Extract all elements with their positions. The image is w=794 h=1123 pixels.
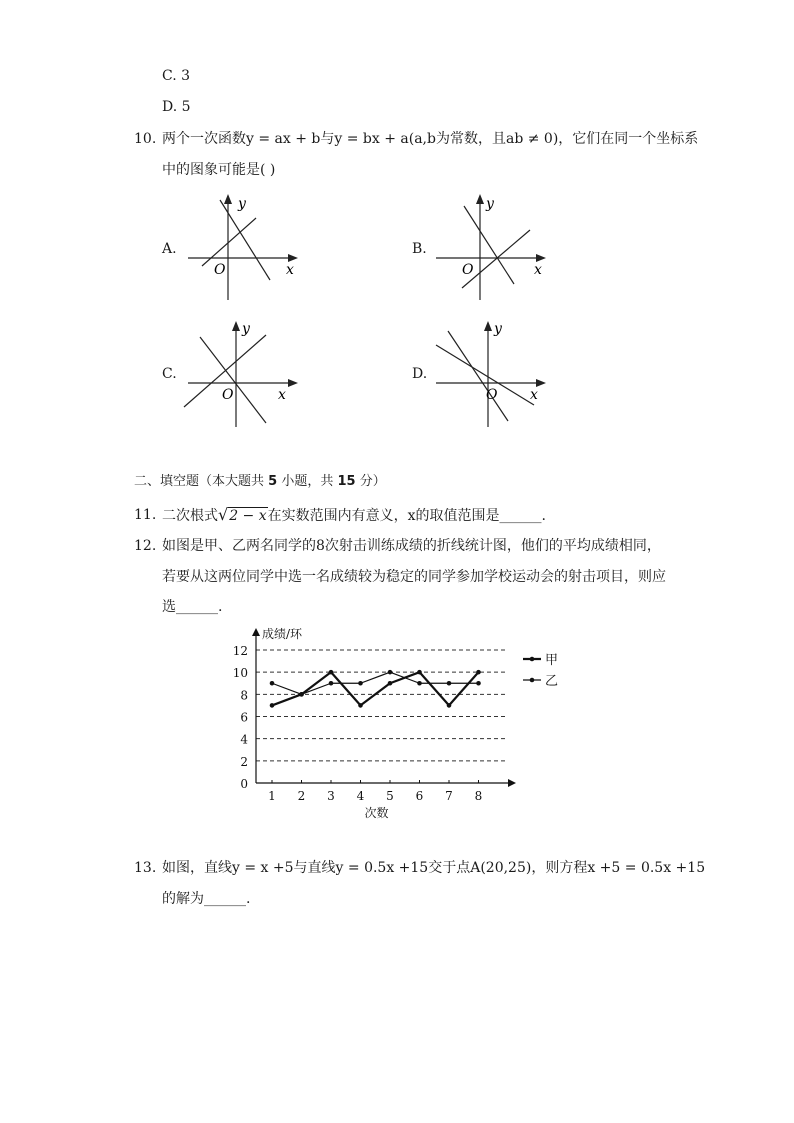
- series-point-yi: [417, 681, 422, 686]
- x-tick-label: 1: [268, 789, 276, 803]
- section2-score: 15: [337, 474, 356, 489]
- section2-heading: [134, 473, 386, 491]
- legend-marker: [530, 678, 535, 683]
- x-tick-label: 7: [445, 789, 453, 803]
- x-tick-label: 5: [386, 789, 394, 803]
- legend-label: 乙: [545, 674, 559, 689]
- y-axis-arrow-icon: [252, 628, 260, 636]
- series-point-yi: [447, 681, 452, 686]
- series-point-jia: [447, 703, 452, 708]
- y-tick-label: 8: [240, 688, 248, 703]
- q10-option-b-label: B.: [412, 241, 427, 257]
- series-point-jia: [329, 670, 334, 675]
- q10-c-origin-label: O: [222, 387, 234, 403]
- section2-title-suffix: 分）: [359, 474, 386, 489]
- series-point-jia: [270, 703, 275, 708]
- y-tick-label: 10: [232, 666, 248, 681]
- sqrt-icon: √: [218, 505, 229, 524]
- series-point-yi: [388, 670, 393, 675]
- q10-b-y-axis-label: y: [486, 196, 494, 212]
- series-point-yi: [476, 681, 481, 686]
- section2-title-prefix: 二、填空题（本大题共: [134, 474, 265, 489]
- series-point-jia: [358, 703, 363, 708]
- q10-graph-b: [428, 188, 558, 308]
- section2-count: 5: [268, 474, 278, 489]
- q11-text-before: 二次根式: [162, 508, 218, 524]
- y-tick-label: 2: [240, 754, 248, 769]
- q10-d-y-axis-label: y: [494, 321, 502, 337]
- q10-option-c-label: C.: [162, 366, 177, 382]
- x-tick-label: 4: [356, 789, 365, 803]
- q12-text-line1: 如图是甲、乙两名同学的8次射击训练成绩的折线统计图，他们的平均成绩相同，: [162, 538, 661, 554]
- q13-text-line1: 如图，直线y = x +5与直线y = 0.5x +15交于点A(20,25)，则方程x +5 = 0.5x +15: [162, 860, 706, 876]
- y-tick-label: 4: [240, 732, 248, 747]
- q10-a-y-axis-label: y: [238, 196, 246, 212]
- series-point-yi: [270, 681, 275, 686]
- q10-graph-c: [180, 315, 310, 435]
- legend-label: 甲: [545, 653, 559, 668]
- q10-d-x-axis-label: x: [530, 387, 538, 403]
- q9-option-d: D. 5: [162, 99, 191, 115]
- q11-text: [162, 506, 546, 525]
- y-tick-label: 0: [240, 777, 248, 791]
- q10-c-x-axis-label: x: [278, 387, 286, 403]
- q10-a-x-axis-label: x: [286, 262, 294, 278]
- q9-option-c: C. 3: [162, 68, 191, 84]
- y-tick-label: 12: [232, 644, 248, 658]
- q12-number: 12.: [134, 538, 157, 554]
- q10-text-line1: 两个一次函数y = ax + b与y = bx + a(a,b为常数，且ab ≠ 0)，它们在同一个坐标系: [162, 131, 699, 147]
- x-tick-label: 8: [474, 789, 483, 803]
- q10-b-origin-label: O: [462, 262, 474, 278]
- q10-graph-d: [428, 315, 558, 435]
- series-point-yi: [358, 681, 363, 686]
- q12-text-line2: 若要从这两位同学中选一名成绩较为稳定的同学参加学校运动会的射击项目，则应: [162, 569, 666, 585]
- q10-option-a-label: A.: [162, 241, 177, 257]
- q11-radicand: 2 − x: [229, 508, 267, 524]
- series-point-jia: [417, 670, 422, 675]
- q10-option-d-label: D.: [412, 366, 428, 382]
- section2-title-mid: 小题，共: [281, 474, 334, 489]
- q10-text-line2: 中的图象可能是( ): [162, 162, 276, 178]
- x-tick-label: 6: [415, 789, 424, 803]
- q10-a-origin-label: O: [214, 262, 226, 278]
- q10-number: 10.: [134, 131, 157, 147]
- series-point-yi: [329, 681, 334, 686]
- q11-number: 11.: [134, 507, 157, 523]
- q11-text-after: 在实数范围内有意义，x的取值范围是______.: [267, 508, 546, 524]
- x-axis-title: 次数: [364, 806, 389, 820]
- series-point-yi: [299, 692, 304, 697]
- q10-b-x-axis-label: x: [534, 262, 542, 278]
- shooting-scores-chart: [220, 622, 580, 822]
- y-axis-title: 成绩/环: [262, 627, 303, 641]
- q13-text-line2: 的解为______.: [162, 891, 251, 907]
- series-point-jia: [476, 670, 481, 675]
- x-tick-label: 2: [297, 789, 306, 803]
- legend-marker: [530, 657, 535, 662]
- q10-c-y-axis-label: y: [242, 321, 250, 337]
- y-tick-label: 6: [240, 710, 248, 725]
- x-tick-label: 3: [327, 789, 335, 803]
- x-axis-arrow-icon: [508, 779, 516, 787]
- q10-graph-a: [180, 188, 310, 308]
- q13-number: 13.: [134, 860, 157, 876]
- series-point-jia: [388, 681, 393, 686]
- q10-d-origin-label: O: [486, 387, 498, 403]
- q12-text-line3: 选______.: [162, 599, 223, 615]
